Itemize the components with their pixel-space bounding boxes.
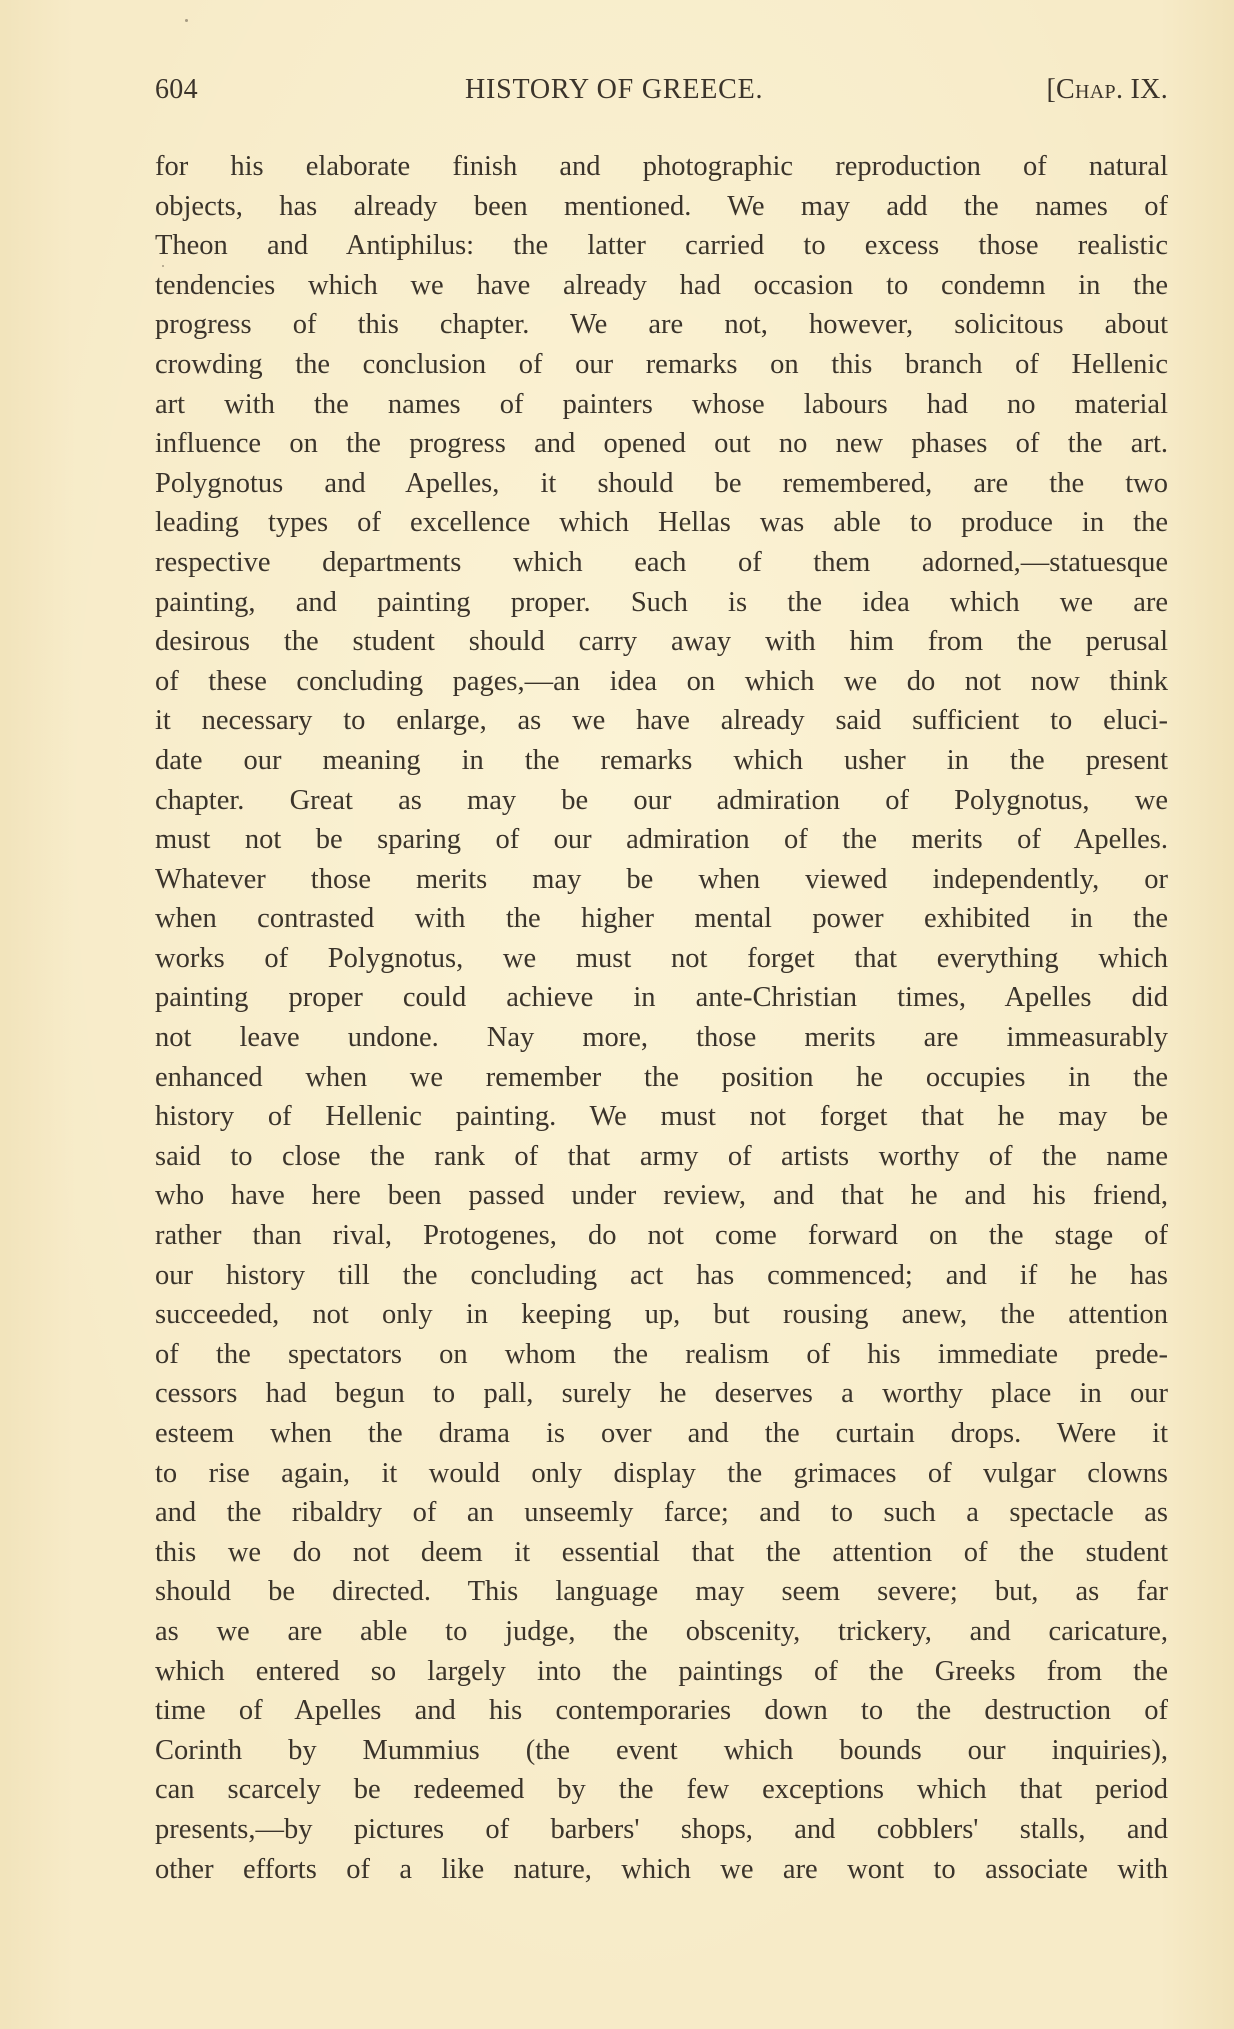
text-line: influence on the progress and opened out no new phases of the art. — [155, 428, 1168, 460]
text-line: Corinth by Mummius (the event which bounds our inquiries), — [155, 1734, 1168, 1766]
text-line: it necessary to enlarge, as we have already said sufficient to eluci- — [155, 705, 1168, 737]
text-line: esteem when the drama is over and the curtain drops. Were it — [155, 1418, 1168, 1449]
text-line: presents,—by pictures of barbers' shops, and cobblers' stalls, and — [155, 1813, 1168, 1845]
text-line: painting, and painting proper. Such is the idea which we are — [155, 586, 1168, 618]
paper-speck — [185, 19, 188, 22]
text-line: chapter. Great as may be our admiration of Polygnotus, we — [155, 784, 1168, 816]
text-line: respective departments which each of them adorned,—statuesque — [155, 546, 1168, 578]
text-line: succeeded, not only in keeping up, but rousing anew, the attention — [155, 1299, 1168, 1331]
text-line: painting proper could achieve in ante-Christian times, Apelles did — [155, 982, 1168, 1014]
text-line: works of Polygnotus, we must not forget that everything which — [155, 942, 1168, 974]
text-line: this we do not deem it essential that the attention of the student — [155, 1536, 1168, 1568]
text-line: Polygnotus and Apelles, it should be remembered, are the two — [155, 467, 1168, 499]
text-line: enhanced when we remember the position he occupies in the — [155, 1061, 1168, 1093]
text-line: which entered so largely into the paintings of the Greeks from the — [155, 1655, 1168, 1687]
text-line: tendencies which we have already had occasion to condemn in the — [155, 269, 1168, 301]
text-line: Whatever those merits may be when viewed independently, or — [155, 863, 1168, 895]
text-line: can scarcely be redeemed by the few exceptions which that period — [155, 1774, 1168, 1806]
text-line: should be directed. This language may seem severe; but, as far — [155, 1576, 1168, 1608]
text-line: time of Apelles and his contemporaries down to the destruction of — [155, 1695, 1168, 1727]
text-line: Theon and Antiphilus: the latter carried to excess those realistic — [155, 230, 1168, 262]
text-line: other efforts of a like nature, which we are wont to associate with — [155, 1853, 1168, 1885]
text-line: rather than rival, Protogenes, do not come forward on the stage of — [155, 1220, 1168, 1252]
text-line: cessors had begun to pall, surely he deserves a worthy place in our — [155, 1378, 1168, 1410]
text-line: objects, has already been mentioned. We may add the names of — [155, 190, 1168, 222]
text-line: said to close the rank of that army of artists worthy of the name — [155, 1140, 1168, 1172]
text-line: and the ribaldry of an unseemly farce; and to such a spectacle as — [155, 1497, 1168, 1529]
text-line: desirous the student should carry away with him from the perusal — [155, 626, 1168, 658]
text-line: who have here been passed under review, and that he and his friend, — [155, 1180, 1168, 1212]
text-line: crowding the conclusion of our remarks on this branch of Hellenic — [155, 348, 1168, 380]
text-line: of these concluding pages,—an idea on which we do not now think — [155, 665, 1168, 697]
text-line: date our meaning in the remarks which usher in the present — [155, 744, 1168, 776]
text-line: leading types of excellence which Hellas was able to produce in the — [155, 507, 1168, 539]
text-line: progress of this chapter. We are not, however, solicitous about — [155, 309, 1168, 341]
text-line: not leave undone. Nay more, those merits are immeasurably — [155, 1022, 1168, 1054]
text-line: of the spectators on whom the realism of his immediate prede- — [155, 1338, 1168, 1370]
body-paragraph — [155, 147, 1168, 1889]
text-line: to rise again, it would only display the grimaces of vulgar clowns — [155, 1457, 1168, 1489]
text-line: for his elaborate finish and photographic reproduction of natural — [155, 151, 1168, 182]
text-line: as we are able to judge, the obscenity, trickery, and caricature, — [155, 1615, 1168, 1647]
running-title: HISTORY OF GREECE. — [465, 74, 764, 105]
page-number: 604 — [155, 74, 198, 105]
chapter-reference: [Chap. IX. — [1046, 74, 1168, 105]
text-line: history of Hellenic painting. We must not forget that he may be — [155, 1101, 1168, 1133]
text-line: must not be sparing of our admiration of the merits of Apelles. — [155, 824, 1168, 856]
text-line: when contrasted with the higher mental power exhibited in the — [155, 903, 1168, 935]
text-line: our history till the concluding act has commenced; and if he has — [155, 1259, 1168, 1291]
running-head — [155, 72, 1168, 108]
text-line: art with the names of painters whose labours had no material — [155, 388, 1168, 420]
